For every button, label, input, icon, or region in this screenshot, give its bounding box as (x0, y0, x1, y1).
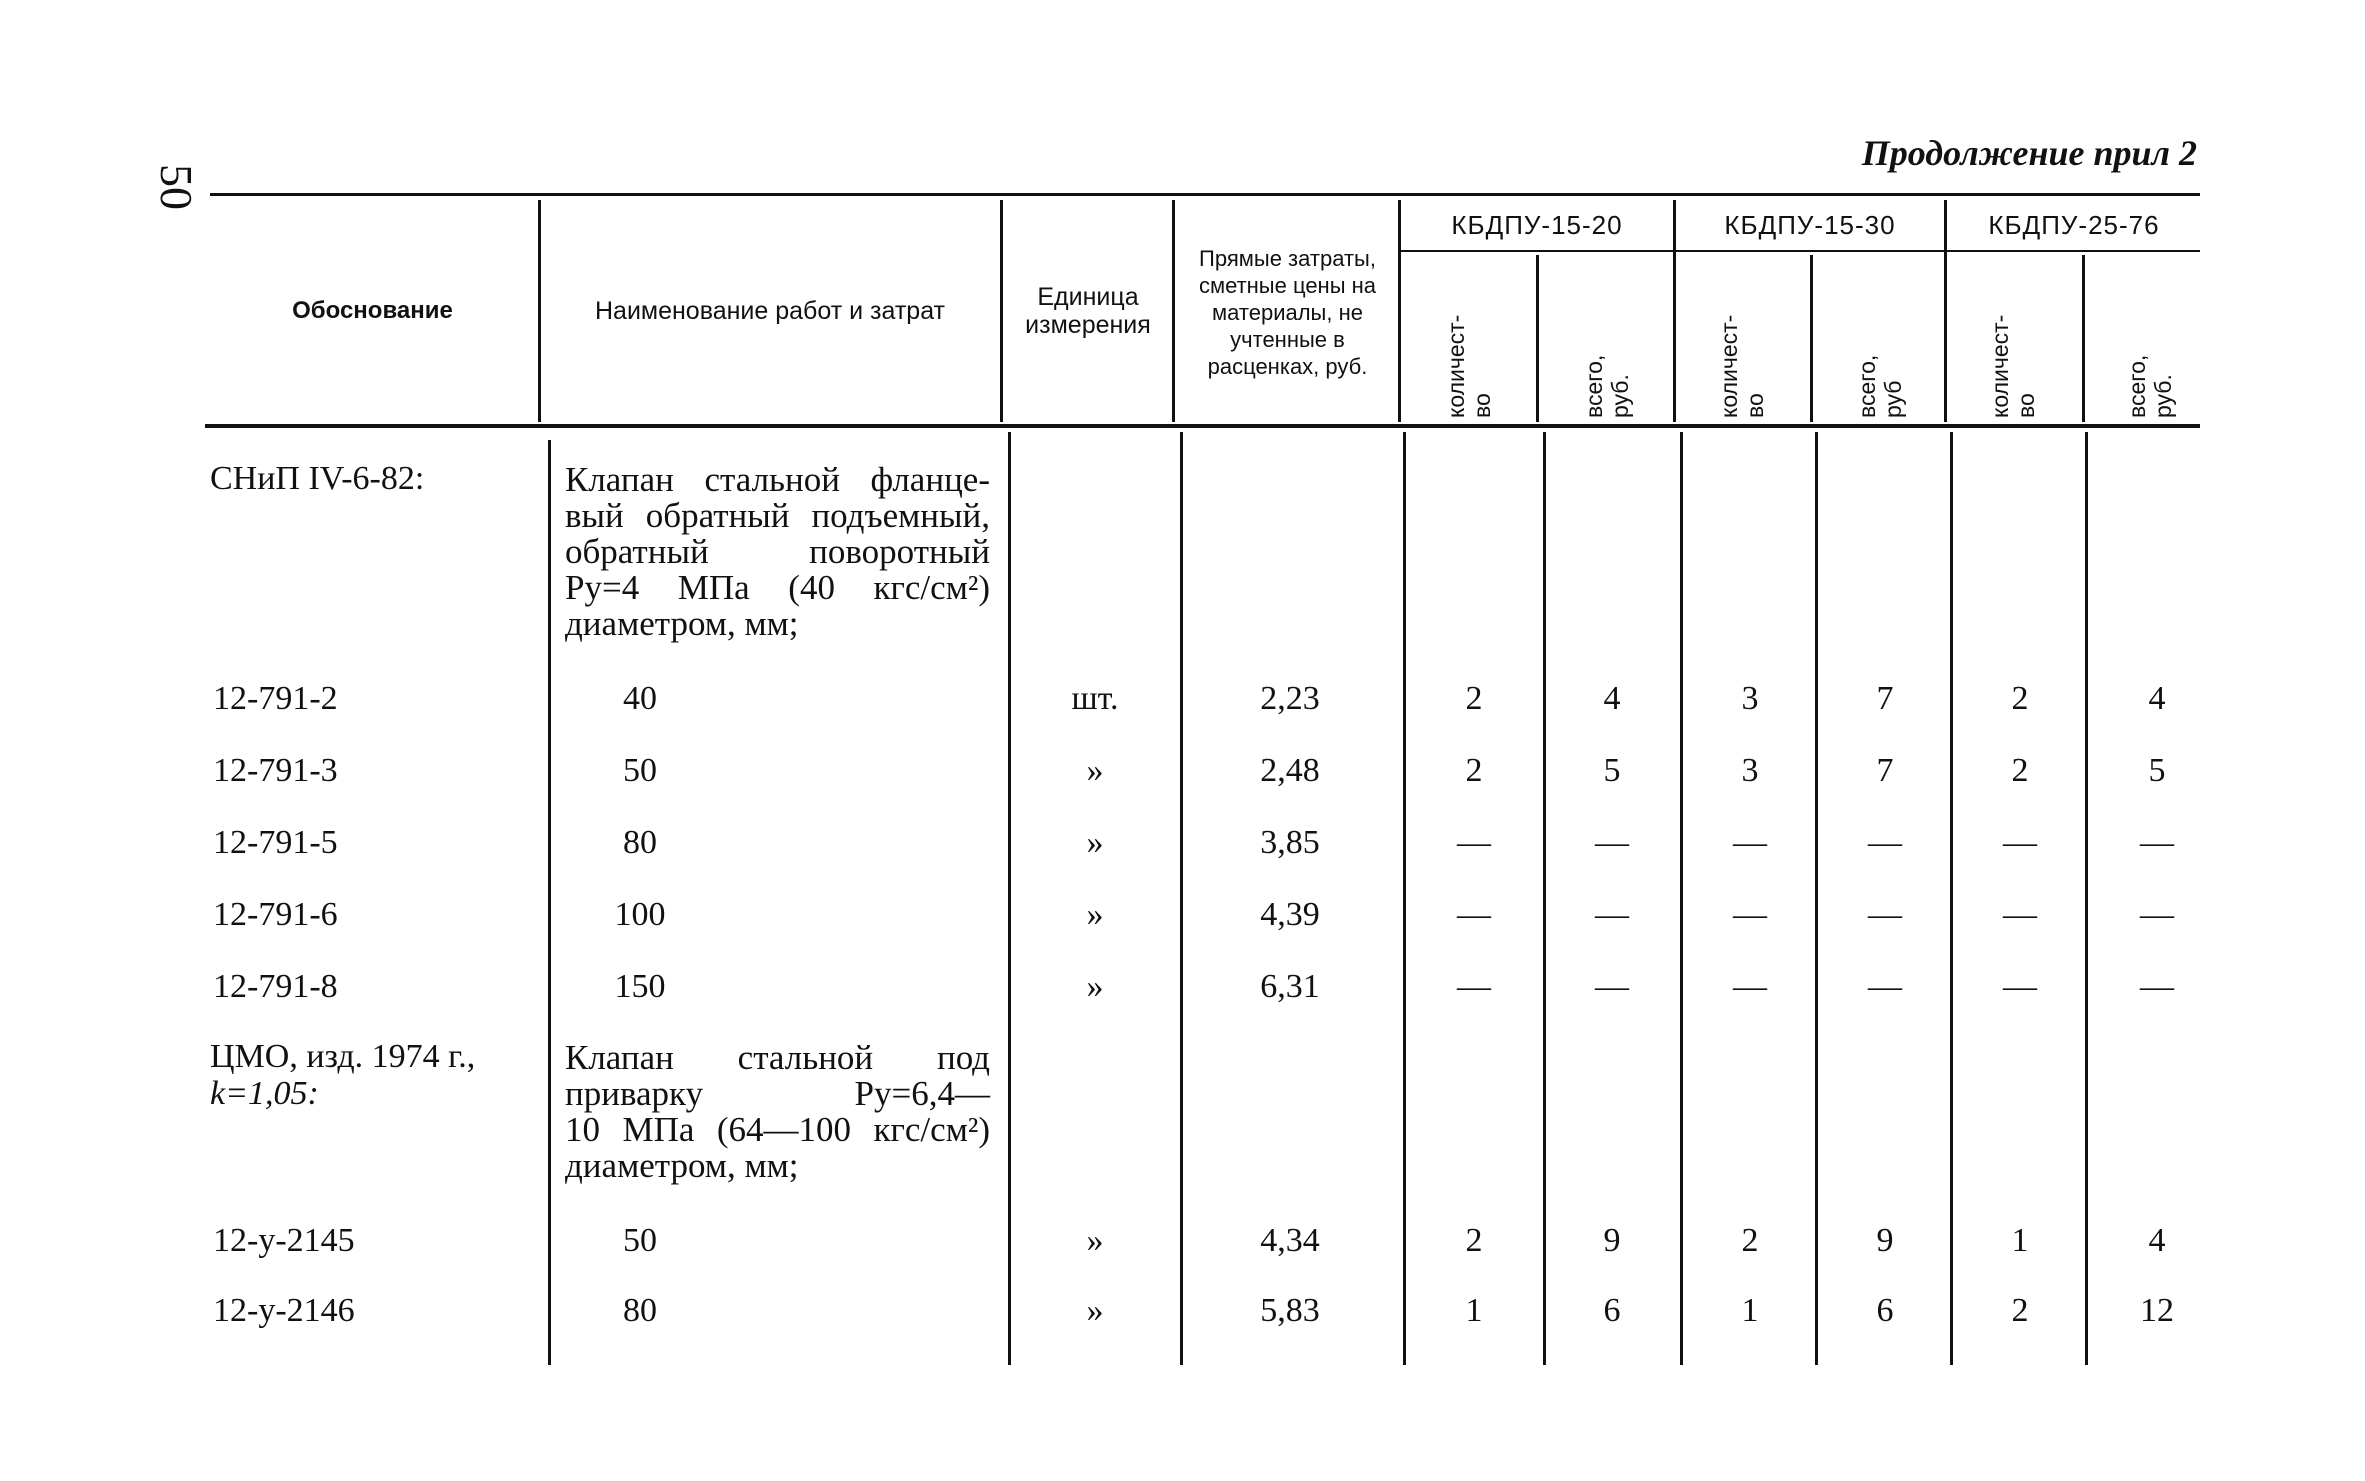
subheader-total-1: всего, руб. (1581, 354, 1633, 418)
description-line: 10 МПа (64—100 кгс/см²) (565, 1110, 990, 1149)
row-unit: » (1086, 1222, 1104, 1259)
column-divider (1815, 432, 1818, 1365)
section-basis-coefficient: k=1,05: (210, 1075, 319, 1112)
row-value: 9 (1876, 1222, 1894, 1259)
row-diameter: 50 (623, 752, 657, 789)
row-value: — (2140, 968, 2174, 1005)
row-basis: 12-791-6 (213, 896, 338, 933)
header-unit: Единица измерения (1025, 283, 1151, 339)
section-description (565, 462, 990, 642)
row-value: — (1457, 824, 1491, 861)
row-value: 1 (1741, 1292, 1759, 1329)
header-divider (1398, 200, 1401, 422)
row-value: 7 (1876, 752, 1894, 789)
column-divider (1403, 432, 1406, 1365)
row-value: 2 (1465, 752, 1483, 789)
row-value: — (2003, 896, 2037, 933)
row-unit: » (1086, 1292, 1104, 1329)
description-line: диаметром, мм; (565, 604, 799, 643)
group-header-1: КБДПУ-15-20 (1451, 209, 1623, 240)
subheader-quantity-2: количест- во (1716, 314, 1768, 418)
row-value: 2 (2011, 752, 2029, 789)
header-basis: Обоснование (292, 297, 453, 324)
continuation-caption: Продолжение прил 2 (1861, 133, 2197, 173)
header-divider (1673, 200, 1676, 422)
description-line: вый обратный подъемный, (565, 496, 990, 535)
row-price: 4,39 (1260, 896, 1320, 933)
column-divider (1950, 432, 1953, 1365)
column-divider (1180, 432, 1183, 1365)
header-divider (2082, 255, 2085, 422)
row-basis: 12-791-2 (213, 680, 338, 717)
header-price: Прямые затраты, сметные цены на материалы, не учтенные в расценках, руб. (1198, 246, 1377, 379)
column-divider (2085, 432, 2088, 1365)
header-divider (1944, 200, 1947, 422)
row-value: — (2140, 896, 2174, 933)
row-value: 9 (1603, 1222, 1621, 1259)
row-diameter: 100 (614, 896, 666, 933)
row-value: 2 (1465, 680, 1483, 717)
row-diameter: 40 (623, 680, 657, 717)
row-value: — (1733, 968, 1767, 1005)
group-header-3: КБДПУ-25-76 (1988, 209, 2160, 240)
row-value: 2 (2011, 680, 2029, 717)
row-price: 5,83 (1260, 1292, 1320, 1329)
row-value: — (2003, 968, 2037, 1005)
section-description (565, 1040, 990, 1184)
header-name: Наименование работ и затрат (594, 296, 945, 325)
row-value: 6 (1603, 1292, 1621, 1329)
row-diameter: 50 (623, 1222, 657, 1259)
row-value: — (1868, 824, 1902, 861)
top-rule (210, 193, 2200, 196)
row-basis: 12-791-3 (213, 752, 338, 789)
header-divider (1536, 255, 1539, 422)
row-value: 2 (1465, 1222, 1483, 1259)
row-value: 2 (2011, 1292, 2029, 1329)
row-basis: 12-у-2145 (213, 1222, 355, 1259)
row-basis: 12-791-8 (213, 968, 338, 1005)
section-basis: СНиП IV-6-82: (210, 460, 425, 497)
row-value: — (1868, 968, 1902, 1005)
subheader-total-3: всего, руб. (2124, 354, 2176, 418)
header-divider (538, 200, 541, 422)
column-divider (1543, 432, 1546, 1365)
row-price: 2,48 (1260, 752, 1320, 789)
row-value: 4 (1603, 680, 1621, 717)
section-basis: ЦМО, изд. 1974 г., (210, 1038, 476, 1075)
row-value: 7 (1876, 680, 1894, 717)
row-value: 4 (2148, 1222, 2166, 1259)
row-unit: » (1086, 896, 1104, 933)
row-diameter: 80 (623, 1292, 657, 1329)
row-price: 2,23 (1260, 680, 1320, 717)
row-value: 2 (1741, 1222, 1759, 1259)
row-value: 5 (1603, 752, 1621, 789)
row-value: 1 (1465, 1292, 1483, 1329)
description-line: Клапан стальной под (565, 1038, 990, 1077)
group-rule (1400, 250, 2200, 252)
row-value: 4 (2148, 680, 2166, 717)
row-basis: 12-у-2146 (213, 1292, 355, 1329)
description-line: диаметром, мм; (565, 1146, 799, 1185)
row-value: 12 (2140, 1292, 2174, 1329)
description-line: приварку Pу=6,4— (565, 1074, 990, 1113)
row-value: 6 (1876, 1292, 1894, 1329)
row-value: — (1595, 824, 1629, 861)
row-value: 3 (1741, 680, 1759, 717)
column-divider (1680, 432, 1683, 1365)
description-line: Pу=4 МПа (40 кгс/см²) (565, 568, 990, 607)
row-value: — (1595, 968, 1629, 1005)
row-value: — (2140, 824, 2174, 861)
subheader-quantity-3: количест- во (1987, 314, 2039, 418)
row-value: 5 (2148, 752, 2166, 789)
row-value: 3 (1741, 752, 1759, 789)
row-basis: 12-791-5 (213, 824, 338, 861)
row-value: — (1595, 896, 1629, 933)
row-unit: » (1086, 752, 1104, 789)
row-value: — (1733, 896, 1767, 933)
row-value: — (1457, 896, 1491, 933)
row-unit: » (1086, 824, 1104, 861)
subheader-total-2: всего, руб (1854, 354, 1906, 418)
row-price: 6,31 (1260, 968, 1320, 1005)
row-unit: шт. (1071, 680, 1119, 717)
row-price: 3,85 (1260, 824, 1320, 861)
row-value: 1 (2011, 1222, 2029, 1259)
row-unit: » (1086, 968, 1104, 1005)
row-value: — (1457, 968, 1491, 1005)
header-bottom-rule (205, 424, 2200, 428)
row-value: — (1868, 896, 1902, 933)
description-line: обратный поворотный (565, 532, 990, 571)
row-diameter: 80 (623, 824, 657, 861)
row-value: — (1733, 824, 1767, 861)
subheader-quantity-1: количест- во (1443, 314, 1495, 418)
row-value: — (2003, 824, 2037, 861)
row-price: 4,34 (1260, 1222, 1320, 1259)
header-divider (1810, 255, 1813, 422)
header-divider (1172, 200, 1175, 422)
page-number: 50 (151, 164, 202, 210)
column-divider (548, 440, 551, 1365)
row-diameter: 150 (614, 968, 666, 1005)
header-divider (1000, 200, 1003, 422)
description-line: Клапан стальной фланце- (565, 460, 990, 499)
group-header-2: КБДПУ-15-30 (1724, 209, 1896, 240)
